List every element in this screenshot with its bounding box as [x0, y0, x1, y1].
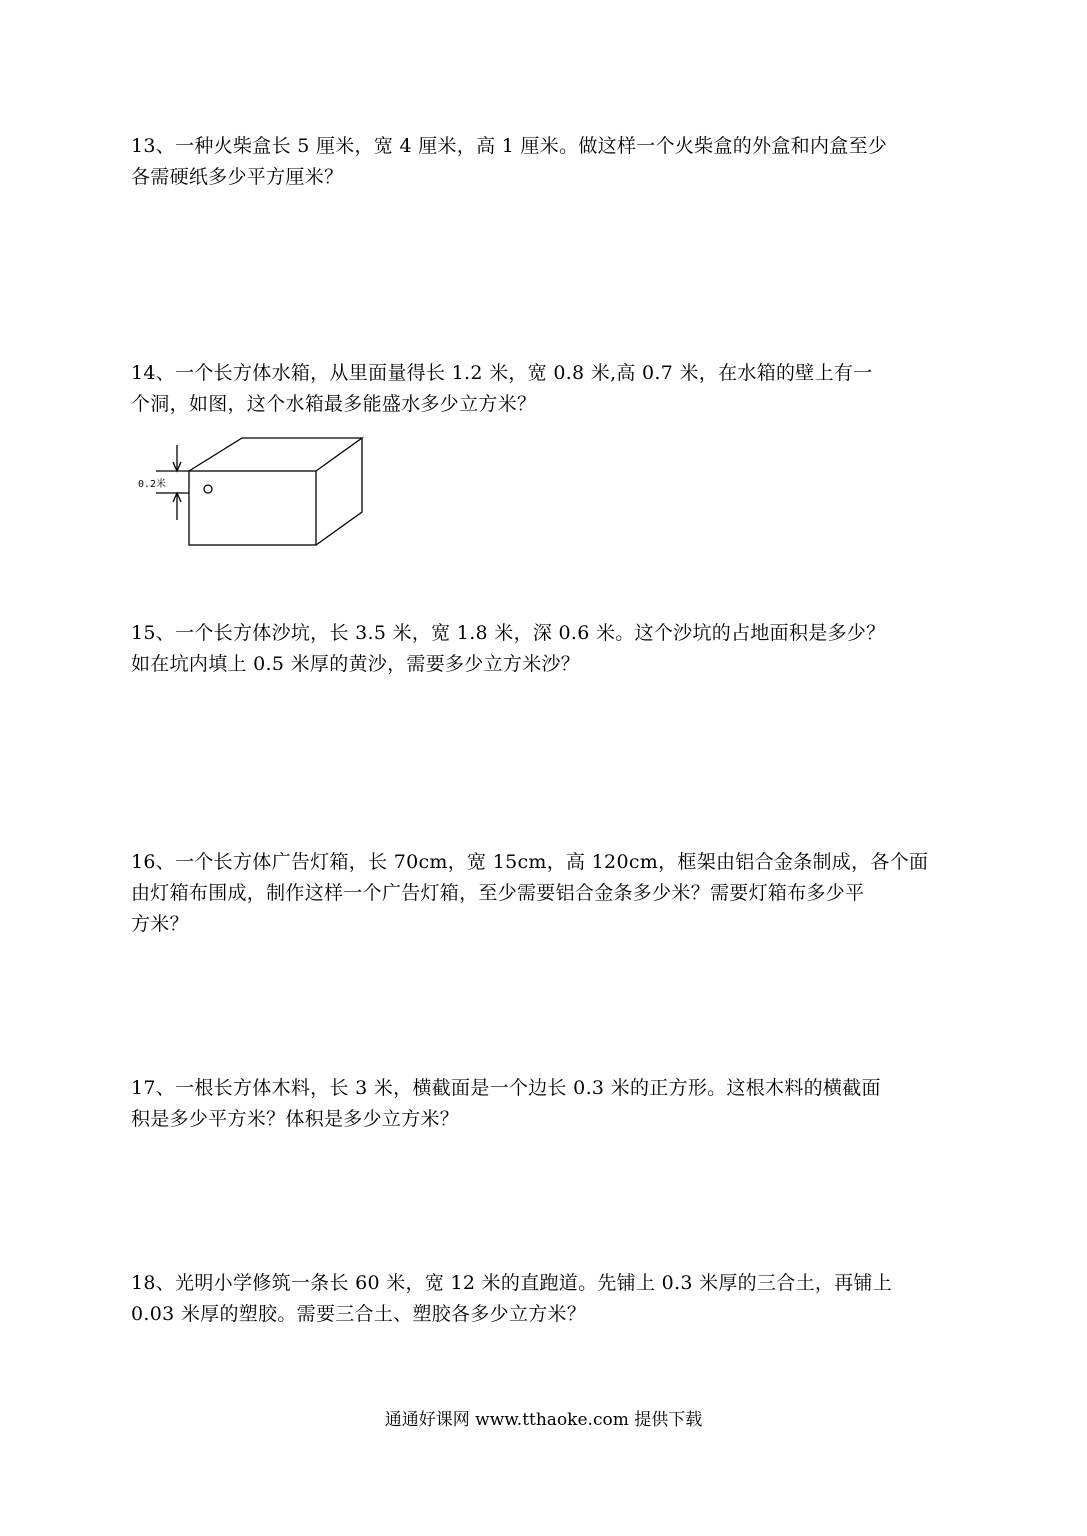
question-13 [131, 131, 961, 193]
question-14 [131, 358, 961, 420]
question-18 [131, 1268, 961, 1330]
water-tank-figure [132, 430, 372, 552]
question-17 [131, 1073, 961, 1135]
question-15-line-2: 如在坑内填上 0.5 米厚的黄沙，需要多少立方米沙？ [131, 653, 581, 675]
tank-hole [204, 485, 212, 493]
question-13-line-1: 13、一种火柴盒长 5 厘米，宽 4 厘米，高 1 厘米。做这样一个火柴盒的外盒和内盒至少 [131, 135, 888, 157]
question-14-line-1: 14、一个长方体水箱，从里面量得长 1.2 米，宽 0.8 米,高 0.7 米，在水箱的壁上有一 [131, 362, 873, 384]
question-18-line-2: 0.03 米厚的塑胶。需要三合土、塑胶各多少立方米？ [131, 1303, 587, 1325]
question-18-line-1: 18、光明小学修筑一条长 60 米，宽 12 米的直跑道。先铺上 0.3 米厚的三合土，再铺上 [131, 1272, 893, 1294]
question-17-line-1: 17、一根长方体木料，长 3 米，横截面是一个边长 0.3 米的正方形。这根木料的横截面 [131, 1077, 881, 1099]
tank-front-face [189, 471, 316, 545]
question-16-line-3: 方米？ [131, 913, 189, 935]
question-13-line-2: 各需硬纸多少平方厘米？ [131, 166, 344, 188]
question-15-line-1: 15、一个长方体沙坑，长 3.5 米，宽 1.8 米，深 0.6 米。这个沙坑的占地面积是多少？ [131, 622, 886, 644]
question-16-line-2: 由灯箱布围成，制作这样一个广告灯箱，至少需要铝合金条多少米？需要灯箱布多少平 [131, 882, 865, 904]
question-15 [131, 618, 961, 680]
question-17-line-2: 积是多少平方米？体积是多少立方米？ [131, 1108, 460, 1130]
question-16 [131, 847, 961, 940]
question-14-line-2: 个洞，如图，这个水箱最多能盛水多少立方米？ [131, 393, 537, 415]
tank-top-face [189, 438, 362, 471]
figure-label: 0.2米 [138, 479, 167, 490]
water-tank-diagram [132, 430, 372, 552]
page-footer: 通通好课网 www.tthaoke.com 提供下载 [384, 1410, 703, 1430]
question-16-line-1: 16、一个长方体广告灯箱，长 70cm，宽 15cm，高 120cm，框架由铝合金条制成，各个面 [131, 851, 929, 873]
